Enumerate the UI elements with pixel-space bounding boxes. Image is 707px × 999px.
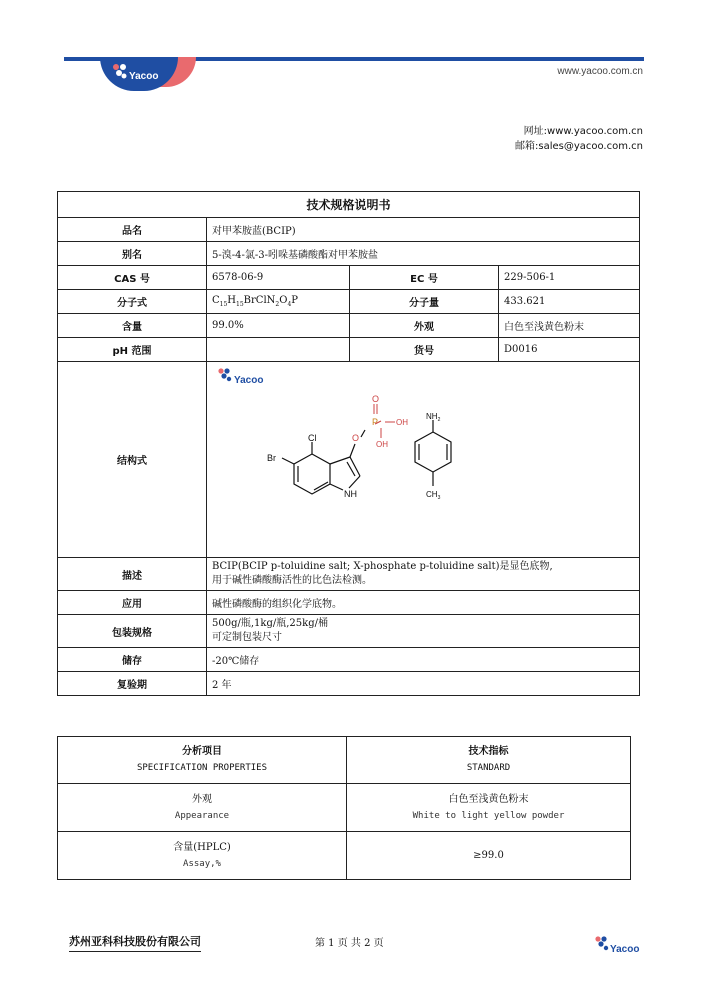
footer-logo — [593, 934, 643, 956]
description-line: 用于碱性磷酸酶活性的比色法检测。 — [212, 575, 372, 586]
retest-label: 复验期 — [58, 672, 207, 696]
ph-value — [207, 338, 350, 362]
analysis-standard-cell — [347, 832, 631, 880]
product-name: 对甲苯胺蓝(BCIP) — [207, 218, 640, 242]
logo-text: Yacoo — [129, 71, 159, 82]
packaging-label: 包装规格 — [58, 615, 207, 648]
content-label: 含量 — [58, 314, 207, 338]
atom-p: P — [372, 417, 379, 427]
atom-nh2: $NH_2$ — [426, 412, 441, 423]
analysis-table — [57, 736, 631, 880]
ec-number: 229-506-1 — [499, 266, 640, 290]
analysis-col1-cn: 分析项目 — [182, 746, 222, 757]
packaging-value — [207, 615, 640, 648]
atom-br: Br — [267, 453, 276, 463]
analysis-header-standard — [347, 737, 631, 784]
content-value: 99.0% — [207, 314, 350, 338]
indole-ring — [282, 421, 381, 494]
analysis-item-en: Appearance — [174, 810, 230, 821]
appearance-label: 外观 — [350, 314, 499, 338]
atom-cl: Cl — [308, 433, 317, 443]
ph-label: pH 范围 — [58, 338, 207, 362]
atom-oh-1: OH — [396, 418, 408, 427]
molecular-weight: 433.621 — [499, 290, 640, 314]
analysis-col1-en: SPECIFICATION PROPERTIES — [136, 763, 268, 773]
description — [207, 558, 640, 591]
structure-label: 结构式 — [58, 362, 207, 558]
packaging-line: 500g/瓶,1kg/瓶,25kg/桶 — [212, 618, 328, 629]
analysis-standard-cell — [347, 784, 631, 832]
atom-nh: NH — [344, 489, 357, 499]
footer-page: 第 1 页 共 2 页 — [315, 938, 384, 949]
analysis-standard-cn: 白色至浅黄色粉末 — [448, 793, 529, 805]
cas-number: 6578-06-9 — [207, 266, 350, 290]
cas-label: CAS 号 — [58, 266, 207, 290]
header-arc — [100, 57, 178, 91]
storage-label: 储存 — [58, 648, 207, 672]
toluidine-ring — [415, 420, 451, 486]
description-label: 描述 — [58, 558, 207, 591]
spec-title: 技术规格说明书 — [58, 192, 640, 218]
analysis-col2-cn: 技术指标 — [468, 746, 509, 757]
analysis-item-cell — [58, 832, 347, 880]
footer-logo-text: Yacoo — [610, 944, 640, 955]
retest-value: 2 年 — [207, 672, 640, 696]
structure-logo-text: Yacoo — [234, 375, 264, 386]
atom-o-double: O — [372, 394, 380, 404]
website-line[interactable]: 网址:www.yacoo.com.cn — [523, 126, 643, 137]
analysis-item-cn: 含量(HPLC) — [173, 841, 231, 853]
molecular-formula: $C_{15}H_{15}BrClN_2O_4P$ — [207, 290, 350, 314]
analysis-item-cn: 外观 — [192, 793, 212, 805]
ec-label: EC 号 — [350, 266, 499, 290]
analysis-item-cell — [58, 784, 347, 832]
application-value: 碱性磷酸酶的组织化学底物。 — [207, 591, 640, 615]
analysis-standard-cn: ≥99.0 — [473, 849, 504, 861]
footer-company: 苏州亚科科技股份有限公司 — [69, 933, 201, 952]
packaging-line: 可定制包装尺寸 — [212, 632, 282, 643]
analysis-header-item — [58, 737, 347, 784]
storage-value: -20℃储存 — [207, 648, 640, 672]
alias-label: 别名 — [58, 242, 207, 266]
email-line[interactable]: 邮箱:sales@yacoo.com.cn — [514, 141, 643, 152]
atom-oh-2: OH — [376, 440, 388, 449]
formula-label: 分子式 — [58, 290, 207, 314]
atom-o-ester: O — [352, 433, 360, 443]
structure-cell — [207, 362, 640, 558]
header-url[interactable]: www.yacoo.com.cn — [557, 66, 643, 77]
application-label: 应用 — [58, 591, 207, 615]
structure-logo — [218, 368, 263, 386]
description-line: BCIP(BCIP p-toluidine salt; X-phosphate p-toluidine salt)是显色底物, — [212, 561, 553, 572]
yacoo-logo — [100, 57, 178, 87]
item-no-value: D0016 — [499, 338, 640, 362]
appearance-value: 白色至浅黄色粉末 — [499, 314, 640, 338]
analysis-standard-en: White to light yellow powder — [412, 810, 565, 821]
analysis-item-en: Assay,% — [183, 858, 221, 869]
item-no-label: 货号 — [350, 338, 499, 362]
analysis-col2-en: STANDARD — [466, 763, 511, 773]
structure-diagram — [207, 362, 637, 557]
spec-table — [57, 191, 640, 696]
product-name-label: 品名 — [58, 218, 207, 242]
mw-label: 分子量 — [350, 290, 499, 314]
alias: 5-溴-4-氯-3-吲哚基磷酸酯对甲苯胺盐 — [207, 242, 640, 266]
atom-ch3: $CH_3$ — [426, 490, 441, 501]
